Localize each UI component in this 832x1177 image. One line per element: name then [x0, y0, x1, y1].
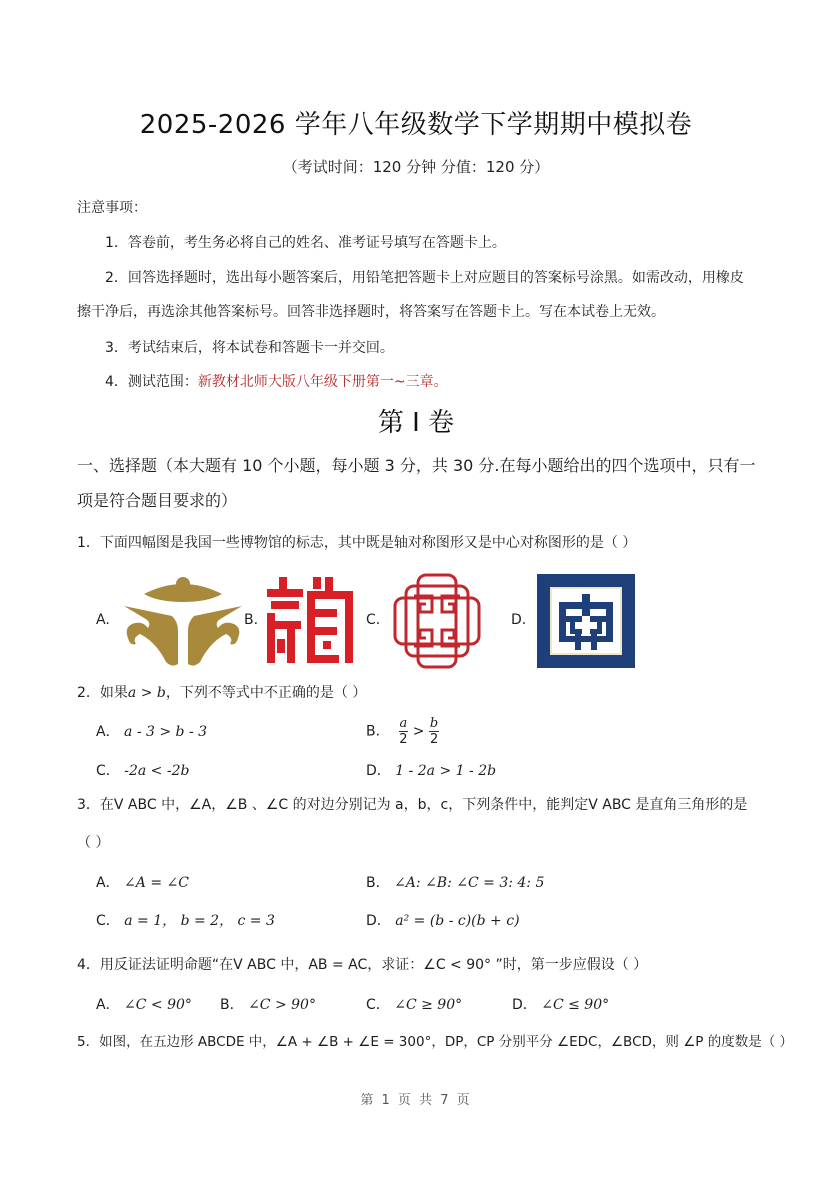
- notice-item-number: 3．: [105, 340, 128, 356]
- notice-item-1: [105, 233, 506, 253]
- notice-item-text: 答卷前，考生务必将自己的姓名、准考证号填写在答题卡上。: [127, 235, 506, 251]
- question-1-stem: 1．下面四幅图是我国一些博物馆的标志，其中既是轴对称图形又是中心对称图形的是（ ）: [77, 535, 637, 551]
- option-math: ∠A = ∠C: [124, 875, 189, 891]
- q3-option-b[interactable]: [366, 873, 544, 893]
- notice-item-3: [105, 338, 394, 358]
- q4-option-b[interactable]: [220, 995, 316, 1015]
- option-math: a = 1， b = 2， c = 3: [124, 913, 275, 929]
- notice-item-2-continuation: 擦干净后，再选涂其他答案标号。回答非选择题时，将答案写在答题卡上。写在本试卷上无效。: [77, 304, 665, 320]
- q2-stem-prefix: 2．如果: [77, 685, 128, 701]
- exam-title: 2025-2026 学年八年级数学下学期期中模拟卷: [139, 110, 693, 140]
- option-label: D．: [366, 913, 391, 929]
- question-4-stem: 4．用反证法证明命题“在V ABC 中，AB = AC，求证：∠C < 90° ”时，第一步应假设（ ）: [77, 957, 648, 973]
- option-label: C．: [96, 763, 120, 779]
- q2-stem-math: a > b: [127, 685, 166, 701]
- option-label: C．: [366, 997, 390, 1013]
- option-math: ∠A: ∠B: ∠C = 3: 4: 5: [394, 875, 545, 891]
- option-label: A．: [96, 875, 120, 891]
- red-seal-character-logo-icon: [265, 575, 357, 667]
- option-label: A．: [96, 997, 120, 1013]
- option-label: A．: [96, 724, 120, 740]
- option-label: B．: [366, 723, 390, 740]
- q2-stem-suffix: ，下列不等式中不正确的是（ ）: [165, 685, 367, 701]
- q2-option-a[interactable]: [96, 722, 207, 742]
- section-heading-line1: 一、选择题（本大题有 10 个小题，每小题 3 分，共 30 分.在每小题给出的四个选项中，只有一: [77, 456, 756, 475]
- volume-title: 第 I 卷: [377, 408, 455, 438]
- option-math: ∠C ≤ 90°: [541, 997, 610, 1013]
- red-fret-pattern-logo-icon: [392, 572, 482, 670]
- notice-item-number: 1．: [105, 235, 128, 251]
- q1-option-b-label: B.: [244, 612, 259, 628]
- notice-item-2: [105, 268, 744, 288]
- notice-heading: 注意事项：: [77, 200, 147, 216]
- notice-item-number: 4．: [105, 374, 128, 390]
- option-math: ∠C ≥ 90°: [394, 997, 463, 1013]
- section-heading-line2: 项是符合题目要求的）: [77, 491, 238, 510]
- exam-subtitle: （考试时间：120 分钟 分值：120 分）: [282, 158, 550, 176]
- option-math: ∠C > 90°: [248, 997, 316, 1013]
- question-3-stem: 3．在V ABC 中，∠A，∠B 、∠C 的对边分别记为 a，b，c，下列条件中，能判定V ABC 是直角三角形的是: [77, 797, 748, 813]
- notice-item-4: [105, 372, 448, 392]
- blue-square-logo-icon: [537, 574, 635, 668]
- question-2-stem: [77, 683, 366, 703]
- option-math: a² = (b - c)(b + c): [395, 913, 520, 929]
- test-scope-highlight: 新教材北师大版八年级下册第一~三章。: [197, 374, 448, 390]
- gold-museum-logo-icon: [122, 572, 244, 668]
- q4-option-d[interactable]: [512, 995, 609, 1015]
- q1-option-d-label: D.: [511, 612, 527, 628]
- q3-option-d[interactable]: [366, 911, 520, 931]
- q2-option-c[interactable]: [96, 761, 189, 781]
- q4-option-a[interactable]: [96, 995, 192, 1015]
- notice-item-prefix: 测试范围：: [127, 374, 198, 390]
- option-math: ∠C < 90°: [124, 997, 192, 1013]
- notice-item-text: 回答选择题时，选出每小题答案后，用铅笔把答题卡上对应题目的答案标号涂黑。如需改动，用橡皮: [127, 270, 744, 286]
- notice-item-text: 考试结束后，将本试卷和答题卡一并交回。: [127, 340, 394, 356]
- question-3-answer-paren: （ ）: [77, 835, 110, 851]
- q3-option-c[interactable]: [96, 911, 275, 931]
- option-label: D．: [512, 997, 537, 1013]
- fraction-b-over-2: $\frac{b}{2}$: [429, 716, 439, 747]
- option-math: -2a < -2b: [124, 763, 190, 779]
- question-5-stem: 5．如图，在五边形 ABCDE 中，∠A + ∠B + ∠E = 300°，DP，CP 分别平分 ∠EDC，∠BCD，则 ∠P 的度数是（ ）: [77, 1034, 794, 1050]
- option-label: B．: [220, 997, 244, 1013]
- option-label: B．: [366, 875, 390, 891]
- q1-option-a-label: A.: [96, 612, 110, 628]
- q3-option-a[interactable]: [96, 873, 189, 893]
- option-label: D．: [366, 763, 391, 779]
- page-number-footer: 第 1 页 共 7 页: [360, 1093, 472, 1108]
- notice-item-number: 2．: [105, 270, 128, 286]
- q2-option-d[interactable]: [366, 761, 496, 781]
- greater-than-sign: >: [412, 723, 425, 740]
- fraction-a-over-2: $\frac{a}{2}$: [399, 716, 408, 747]
- q2-option-b[interactable]: [366, 716, 439, 747]
- option-math: 1 - 2a > 1 - 2b: [395, 763, 497, 779]
- option-label: C．: [96, 913, 120, 929]
- q4-option-c[interactable]: [366, 995, 462, 1015]
- q1-option-c-label: C.: [366, 612, 381, 628]
- option-math: a - 3 > b - 3: [124, 724, 208, 740]
